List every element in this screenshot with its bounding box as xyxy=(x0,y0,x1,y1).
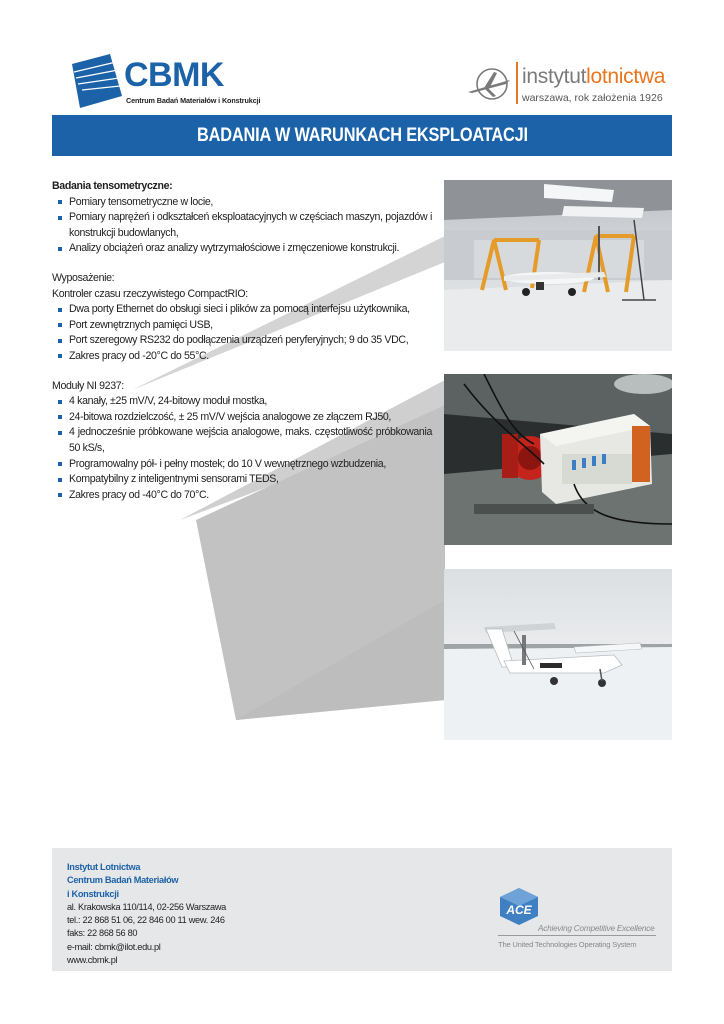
list-item: Port zewnętrznych pamięci USB, xyxy=(52,318,432,334)
list-item: Pomiary naprężeń i odkształceń eksploatacyjnych w częściach maszyn, pojazdów i konstrukcji budowlanych, xyxy=(52,210,432,241)
list-item: Pomiary tensometryczne w locie, xyxy=(52,195,432,211)
list-item: Port szeregowy RS232 do podłączenia urządzeń peryferyjnych; 9 do 35 VDC, xyxy=(52,333,432,349)
fax-line: faks: 22 868 56 80 xyxy=(67,928,138,939)
photo-hangar xyxy=(444,180,672,351)
ace-logo xyxy=(498,886,658,958)
list-item: Programowalny pół- i pełny mostek; do 10 V wewnętrznego wzbudzenia, xyxy=(52,457,432,473)
ace-divider xyxy=(498,935,656,936)
section-equipment-list xyxy=(52,302,432,364)
photo-aircraft-snow xyxy=(444,569,672,740)
section-modules-heading: Moduły NI 9237: xyxy=(52,379,124,392)
address-line: al. Krakowska 110/114, 02-256 Warszawa xyxy=(67,901,226,912)
section-equipment-heading: Wyposażenie: xyxy=(52,271,115,284)
logo-word-part1: instytut xyxy=(522,65,587,88)
org-name-line: Centrum Badań Materiałów xyxy=(67,875,179,886)
email-link[interactable]: e-mail: cbmk@ilot.edu.pl xyxy=(67,941,161,952)
list-item: 4 kanały, ±25 mV/V, 24-bitowy moduł mostka, xyxy=(52,394,432,410)
section-modules-list xyxy=(52,394,432,503)
instytut-lotnictwa-logo xyxy=(466,60,666,108)
cbmk-logo-mark-icon xyxy=(66,52,124,110)
list-item: Zakres pracy od -40°C do 70°C. xyxy=(52,488,432,504)
list-item: Zakres pracy od -20°C do 55°C. xyxy=(52,349,432,365)
org-name-line: i Konstrukcji xyxy=(67,888,119,899)
logo-word-part2: lotnictwa xyxy=(586,65,666,88)
phone-line: tel.: 22 868 51 06, 22 846 00 11 wew. 246 xyxy=(67,915,225,926)
website-link[interactable]: www.cbmk.pl xyxy=(67,955,118,966)
ace-mark-text: ACE xyxy=(506,903,532,917)
section-tensometry-list xyxy=(52,195,432,257)
org-name-line: Instytut Lotnictwa xyxy=(67,862,141,872)
list-item: Analizy obciążeń oraz analizy wytrzymałościowe i zmęczeniowe konstrukcji. xyxy=(52,241,432,257)
instytut-lotnictwa-tagline: warszawa, rok założenia 1926 xyxy=(522,92,663,104)
cbmk-logo xyxy=(66,52,261,112)
contact-info xyxy=(67,861,226,967)
page-title: BADANIA W WARUNKACH EKSPLOATACJI xyxy=(196,124,528,146)
airplane-emblem-icon xyxy=(466,62,512,106)
cbmk-logo-word: CBMK xyxy=(124,56,224,94)
footer-contact-box xyxy=(52,848,672,971)
content-column xyxy=(52,179,432,503)
photo-test-equipment xyxy=(444,374,672,545)
cbmk-logo-subtitle: Centrum Badań Materiałów i Konstrukcji xyxy=(126,96,261,105)
title-band xyxy=(52,115,672,156)
list-item: 4 jednocześnie próbkowane wejścia analogowe, maks. częstotliwość próbkowania 50 kS/s, xyxy=(52,425,432,456)
ace-cube-icon xyxy=(498,886,540,926)
ace-slogan: Achieving Competitive Excellence xyxy=(538,924,655,933)
instytut-lotnictwa-word xyxy=(522,66,665,87)
section-equipment-subheading: Kontroler czasu rzeczywistego CompactRIO: xyxy=(52,287,248,300)
ace-system-name: The United Technologies Operating System xyxy=(498,940,637,949)
list-item: 24-bitowa rozdzielczość, ± 25 mV/V wejścia analogowe ze złączem RJ50, xyxy=(52,410,432,426)
list-item: Kompatybilny z inteligentnymi sensorami TEDS, xyxy=(52,472,432,488)
logo-divider xyxy=(516,62,518,104)
list-item: Dwa porty Ethernet do obsługi sieci i plików za pomocą interfejsu użytkownika, xyxy=(52,302,432,318)
section-tensometry-heading: Badania tensometryczne: xyxy=(52,180,173,192)
